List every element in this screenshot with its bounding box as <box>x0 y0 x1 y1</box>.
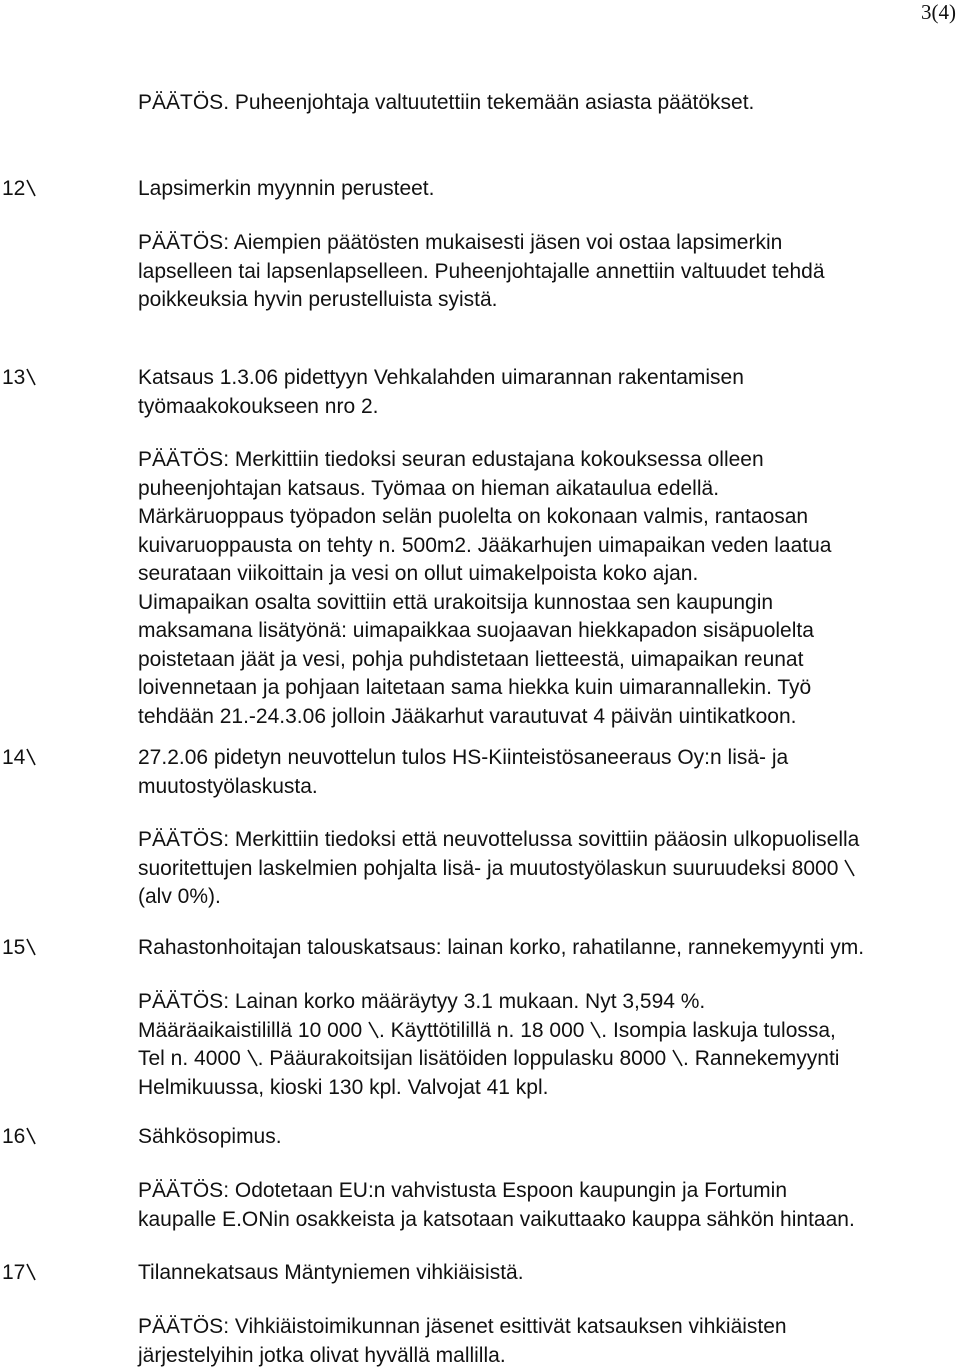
text-line: poistetaan jäät ja vesi, pohja puhdistetaan lietteestä, uimapaikan reunat <box>138 646 958 675</box>
page-number: 3(4) <box>921 0 956 24</box>
text-line: Rahastonhoitajan talouskatsaus: lainan korko, rahatilanne, rannekemyynti ym. <box>138 934 958 963</box>
section-number-digits: 14 <box>2 744 25 773</box>
text-line: lapselleen tai lapsenlapselleen. Puheenjohtajalle annettiin valtuudet tehdä <box>138 258 958 287</box>
text-line: puheenjohtajan katsaus. Työmaa on hieman aikataulua edellä. <box>138 475 958 504</box>
section-14-title <box>138 744 958 801</box>
section-number-digits: 13 <box>2 364 25 393</box>
section-14-decision <box>138 826 958 912</box>
currency-mark-icon <box>672 1049 683 1067</box>
text-line: Lapsimerkin myynnin perusteet. <box>138 175 958 204</box>
section-15-title <box>138 934 958 963</box>
text-fragment: . Isompia laskuja tulossa, <box>601 1019 836 1042</box>
section-15-decision <box>138 988 958 1102</box>
text-line: PÄÄTÖS: Merkittiin tiedoksi että neuvottelussa sovittiin pääosin ulkopuolisella <box>138 826 958 855</box>
section-mark-icon <box>26 748 36 766</box>
text-line: loivennetaan ja pohjaan laitetaan sama hiekka kuin uimarannallekin. Työ <box>138 674 958 703</box>
section-13-decision <box>138 446 958 731</box>
section-mark-icon <box>26 1127 36 1145</box>
text-line: PÄÄTÖS: Lainan korko määräytyy 3.1 mukaan. Nyt 3,594 %. <box>138 988 958 1017</box>
section-number-digits: 16 <box>2 1123 25 1152</box>
section-17-decision <box>138 1313 958 1370</box>
text-line: järjestelyihin jotka olivat hyvällä mallilla. <box>138 1342 958 1370</box>
section-12-title <box>138 175 958 204</box>
text-line <box>138 855 958 884</box>
text-line: PÄÄTÖS: Aiempien päätösten mukaisesti jäsen voi ostaa lapsimerkin <box>138 229 958 258</box>
section-16-title <box>138 1123 958 1152</box>
section-number-17 <box>2 1259 42 1287</box>
currency-mark-icon <box>844 859 855 877</box>
text-line: Uimapaikan osalta sovittiin että urakoitsija kunnostaa sen kaupungin <box>138 589 958 618</box>
text-line: Helmikuussa, kioski 130 kpl. Valvojat 41 kpl. <box>138 1074 958 1103</box>
section-13-title <box>138 364 958 421</box>
text-fragment: Tel n. 4000 <box>138 1047 247 1070</box>
text-line: Märkäruoppaus työpadon selän puolelta on kokonaan valmis, rantaosan <box>138 503 958 532</box>
section-number-13 <box>2 364 42 392</box>
section-12-decision <box>138 229 958 315</box>
text-fragment: suoritettujen laskelmien pohjalta lisä- ja muutostyölaskun suuruudeksi 8000 <box>138 857 838 880</box>
text-fragment: . Rannekemyynti <box>683 1047 839 1070</box>
section-mark-icon <box>26 368 36 386</box>
text-line: (alv 0%). <box>138 883 958 912</box>
text-line: PÄÄTÖS. Puheenjohtaja valtuutettiin tekemään asiasta päätökset. <box>138 89 958 118</box>
section-mark-icon <box>26 938 36 956</box>
section-mark-icon <box>26 179 36 197</box>
currency-mark-icon <box>247 1049 258 1067</box>
text-line: seurataan viikoittain ja vesi on ollut uimakelpoista koko ajan. <box>138 560 958 589</box>
section-number-digits: 15 <box>2 934 25 963</box>
text-fragment: . Pääurakoitsijan lisätöiden loppulasku 8000 <box>258 1047 667 1070</box>
section-number-digits: 17 <box>2 1259 25 1288</box>
text-line: PÄÄTÖS: Vihkiäistoimikunnan jäsenet esittivät katsauksen vihkiäisten <box>138 1313 958 1342</box>
section-number-12 <box>2 175 42 203</box>
currency-mark-icon <box>590 1021 601 1039</box>
text-line: kaupalle E.ONin osakkeista ja katsotaan vaikuttaako kauppa sähkön hintaan. <box>138 1206 958 1235</box>
intro-decision <box>138 89 958 118</box>
text-line: maksamana lisätyönä: uimapaikkaa suojaavan hiekkapadon sisäpuolelta <box>138 617 958 646</box>
text-line: Tilannekatsaus Mäntyniemen vihkiäisistä. <box>138 1259 958 1288</box>
text-line: tehdään 21.-24.3.06 jolloin Jääkarhut varautuvat 4 päivän uintikatkoon. <box>138 703 958 732</box>
currency-mark-icon <box>368 1021 379 1039</box>
section-16-decision <box>138 1177 958 1234</box>
section-mark-icon <box>26 1263 36 1281</box>
text-fragment: Määräaikaistilillä 10 000 <box>138 1019 362 1042</box>
text-line: työmaakokoukseen nro 2. <box>138 393 958 422</box>
text-line: PÄÄTÖS: Odotetaan EU:n vahvistusta Espoon kaupungin ja Fortumin <box>138 1177 958 1206</box>
section-17-title <box>138 1259 958 1288</box>
section-number-digits: 12 <box>2 175 25 204</box>
section-number-14 <box>2 744 42 772</box>
text-line: 27.2.06 pidetyn neuvottelun tulos HS-Kiinteistösaneeraus Oy:n lisä- ja <box>138 744 958 773</box>
text-line: Katsaus 1.3.06 pidettyyn Vehkalahden uimarannan rakentamisen <box>138 364 958 393</box>
text-line: kuivaruoppausta on tehty n. 500m2. Jääkarhujen uimapaikan veden laatua <box>138 532 958 561</box>
text-line: muutostyölaskusta. <box>138 773 958 802</box>
text-line <box>138 1017 958 1046</box>
section-number-15 <box>2 934 42 962</box>
text-line: Sähkösopimus. <box>138 1123 958 1152</box>
text-fragment: . Käyttötilillä n. 18 000 <box>379 1019 584 1042</box>
section-number-16 <box>2 1123 42 1151</box>
text-line: PÄÄTÖS: Merkittiin tiedoksi seuran edustajana kokouksessa olleen <box>138 446 958 475</box>
text-line <box>138 1045 958 1074</box>
text-line: poikkeuksia hyvin perustelluista syistä. <box>138 286 958 315</box>
